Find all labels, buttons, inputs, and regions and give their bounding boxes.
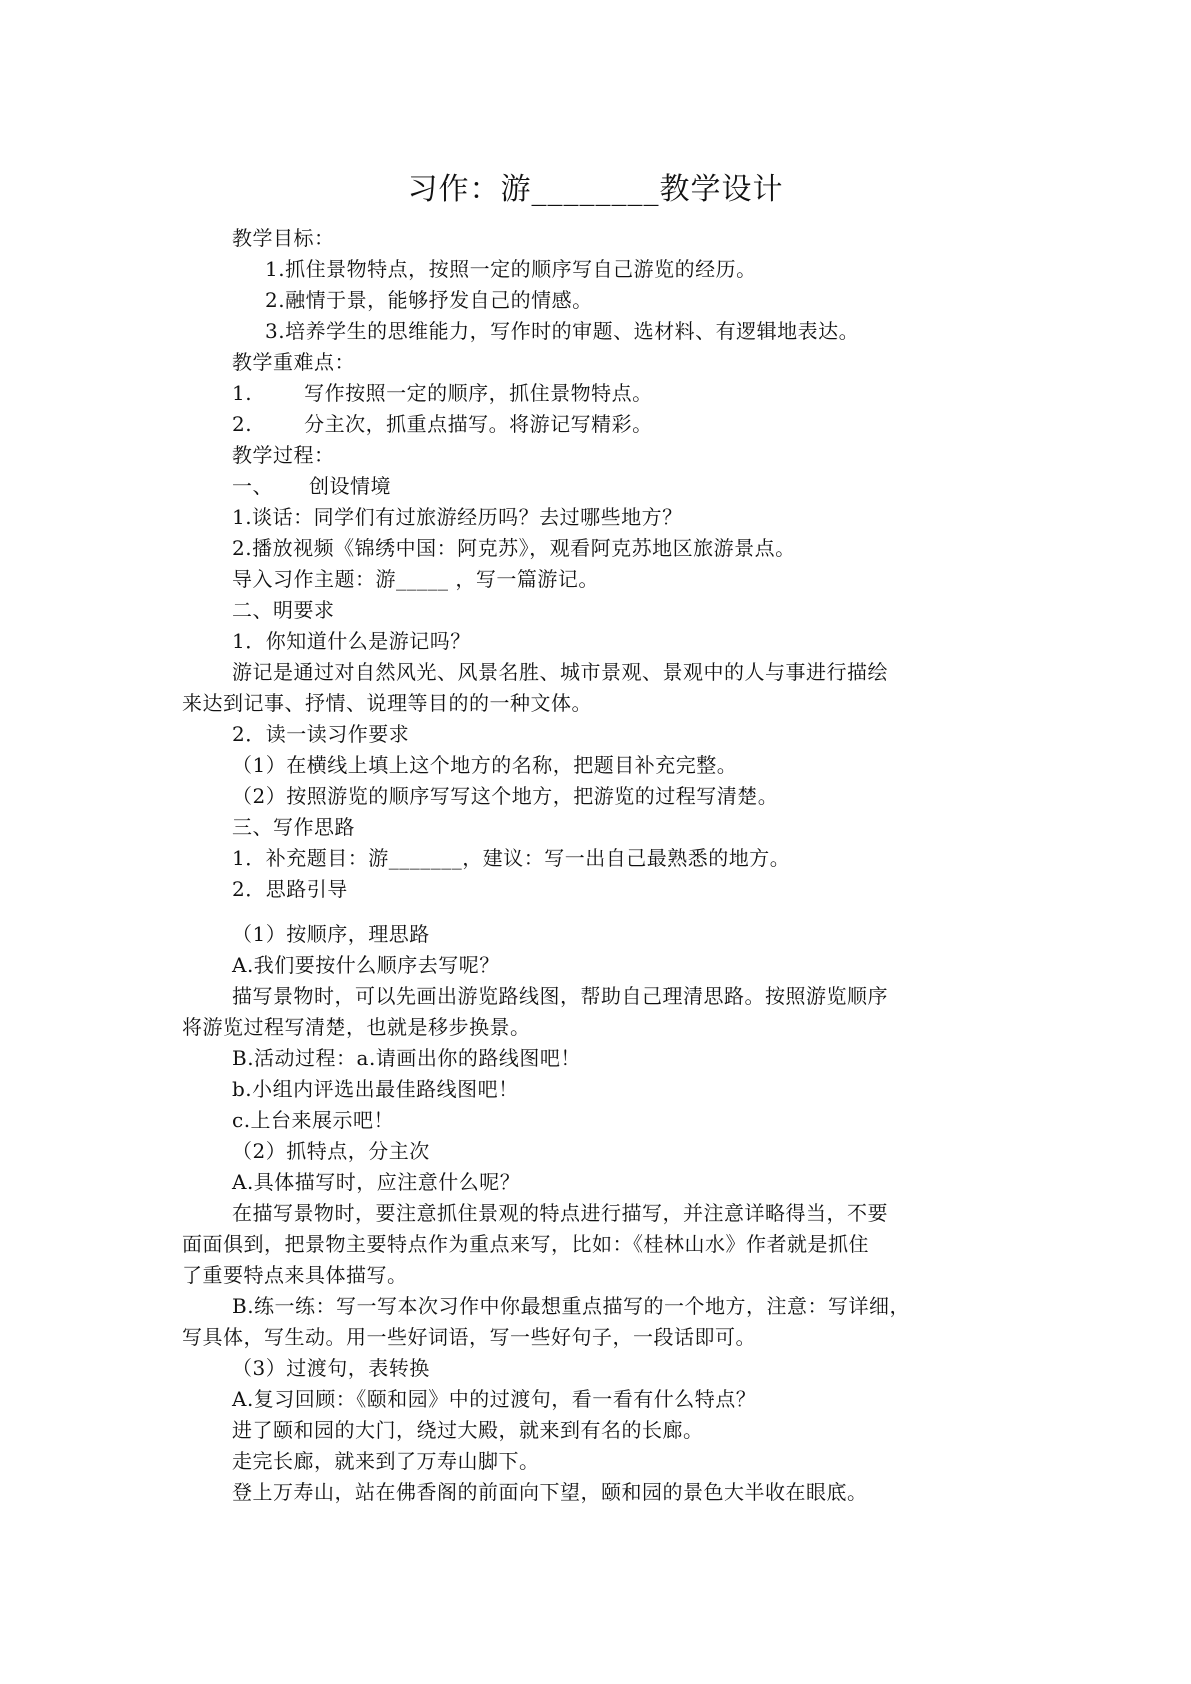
process-line: 2.播放视频《锦绣中国：阿克苏》，观看阿克苏地区旅游景点。 (232, 536, 796, 560)
key-point-text-2: 分主次，抓重点描写。将游记写精彩。 (304, 412, 653, 436)
section-heading-objectives: 教学目标： (232, 226, 335, 250)
key-point-item-1 (232, 379, 653, 407)
key-point-text-1: 写作按照一定的顺序，抓住景物特点。 (304, 381, 653, 405)
process-line: B.活动过程：a.请画出你的路线图吧！ (232, 1046, 581, 1070)
key-point-item-2 (232, 410, 653, 438)
process-line: （1）在横线上填上这个地方的名称，把题目补充完整。 (232, 753, 738, 777)
process-step-number-1: 一、 (232, 474, 273, 498)
key-point-number-1: 1. (232, 381, 253, 405)
process-line: c.上台来展示吧！ (232, 1108, 395, 1132)
process-step-text-1: 创设情境 (309, 474, 391, 498)
key-point-number-2: 2. (232, 412, 253, 436)
process-step-heading-3: 三、写作思路 (232, 815, 355, 839)
process-line: 2．思路引导 (232, 877, 348, 901)
section-heading-key-points: 教学重难点： (232, 350, 355, 374)
sub-step-heading-3: （3）过渡句，表转换 (232, 1356, 430, 1380)
sub-step-heading-2: （2）抓特点，分主次 (232, 1139, 430, 1163)
sub-step-heading-1: （1）按顺序，理思路 (232, 922, 430, 946)
process-line: A.具体描写时，应注意什么呢？ (232, 1170, 521, 1194)
section-heading-process: 教学过程： (232, 443, 335, 467)
process-line: （2）按照游览的顺序写写这个地方，把游览的过程写清楚。 (232, 784, 779, 808)
process-paragraph-line: 将游览过程写清楚，也就是移步换景。 (182, 1015, 531, 1039)
process-paragraph-line: B.练一练：写一写本次习作中你最想重点描写的一个地方，注意：写详细， (232, 1294, 911, 1318)
process-paragraph-line: 了重要特点来具体描写。 (182, 1263, 408, 1287)
process-paragraph-line: 面面俱到，把景物主要特点作为重点来写，比如：《桂林山水》作者就是抓住 (182, 1232, 869, 1256)
process-paragraph-line: 描写景物时，可以先画出游览路线图，帮助自己理清思路。按照游览顺序 (232, 984, 888, 1008)
process-paragraph-line: 写具体，写生动。用一些好词语，写一些好句子，一段话即可。 (182, 1325, 756, 1349)
example-sentence: 走完长廊，就来到了万寿山脚下。 (232, 1449, 540, 1473)
objective-item-1: 1.抓住景物特点，按照一定的顺序写自己游览的经历。 (265, 257, 757, 281)
process-line: 1．补充题目：游_______，建议：写一出自己最熟悉的地方。 (232, 846, 791, 870)
process-step-heading-1 (232, 472, 391, 500)
document-title: 习作：游________教学设计 (407, 172, 784, 207)
example-sentence: 登上万寿山，站在佛香阁的前面向下望，颐和园的景色大半收在眼底。 (232, 1480, 868, 1504)
process-step-heading-2: 二、明要求 (232, 598, 335, 622)
process-paragraph-line: 来达到记事、抒情、说理等目的的一种文体。 (182, 691, 592, 715)
objective-item-3: 3.培养学生的思维能力，写作时的审题、选材料、有逻辑地表达。 (265, 319, 860, 343)
process-paragraph-line: 游记是通过对自然风光、风景名胜、城市景观、景观中的人与事进行描绘 (232, 660, 888, 684)
example-sentence: 进了颐和园的大门，绕过大殿，就来到有名的长廊。 (232, 1418, 704, 1442)
process-line: A.我们要按什么顺序去写呢？ (232, 953, 500, 977)
process-line: 导入习作主题：游_____ ，写一篇游记。 (232, 567, 599, 591)
process-line: b.小组内评选出最佳路线图吧！ (232, 1077, 519, 1101)
process-line: A.复习回顾：《颐和园》中的过渡句，看一看有什么特点？ (232, 1387, 757, 1411)
objective-item-2: 2.融情于景，能够抒发自己的情感。 (265, 288, 593, 312)
process-line: 1．你知道什么是游记吗？ (232, 629, 471, 653)
process-line: 1.谈话：同学们有过旅游经历吗？去过哪些地方？ (232, 505, 683, 529)
process-line: 2．读一读习作要求 (232, 722, 410, 746)
process-paragraph-line: 在描写景物时，要注意抓住景观的特点进行描写，并注意详略得当，不要 (232, 1201, 888, 1225)
